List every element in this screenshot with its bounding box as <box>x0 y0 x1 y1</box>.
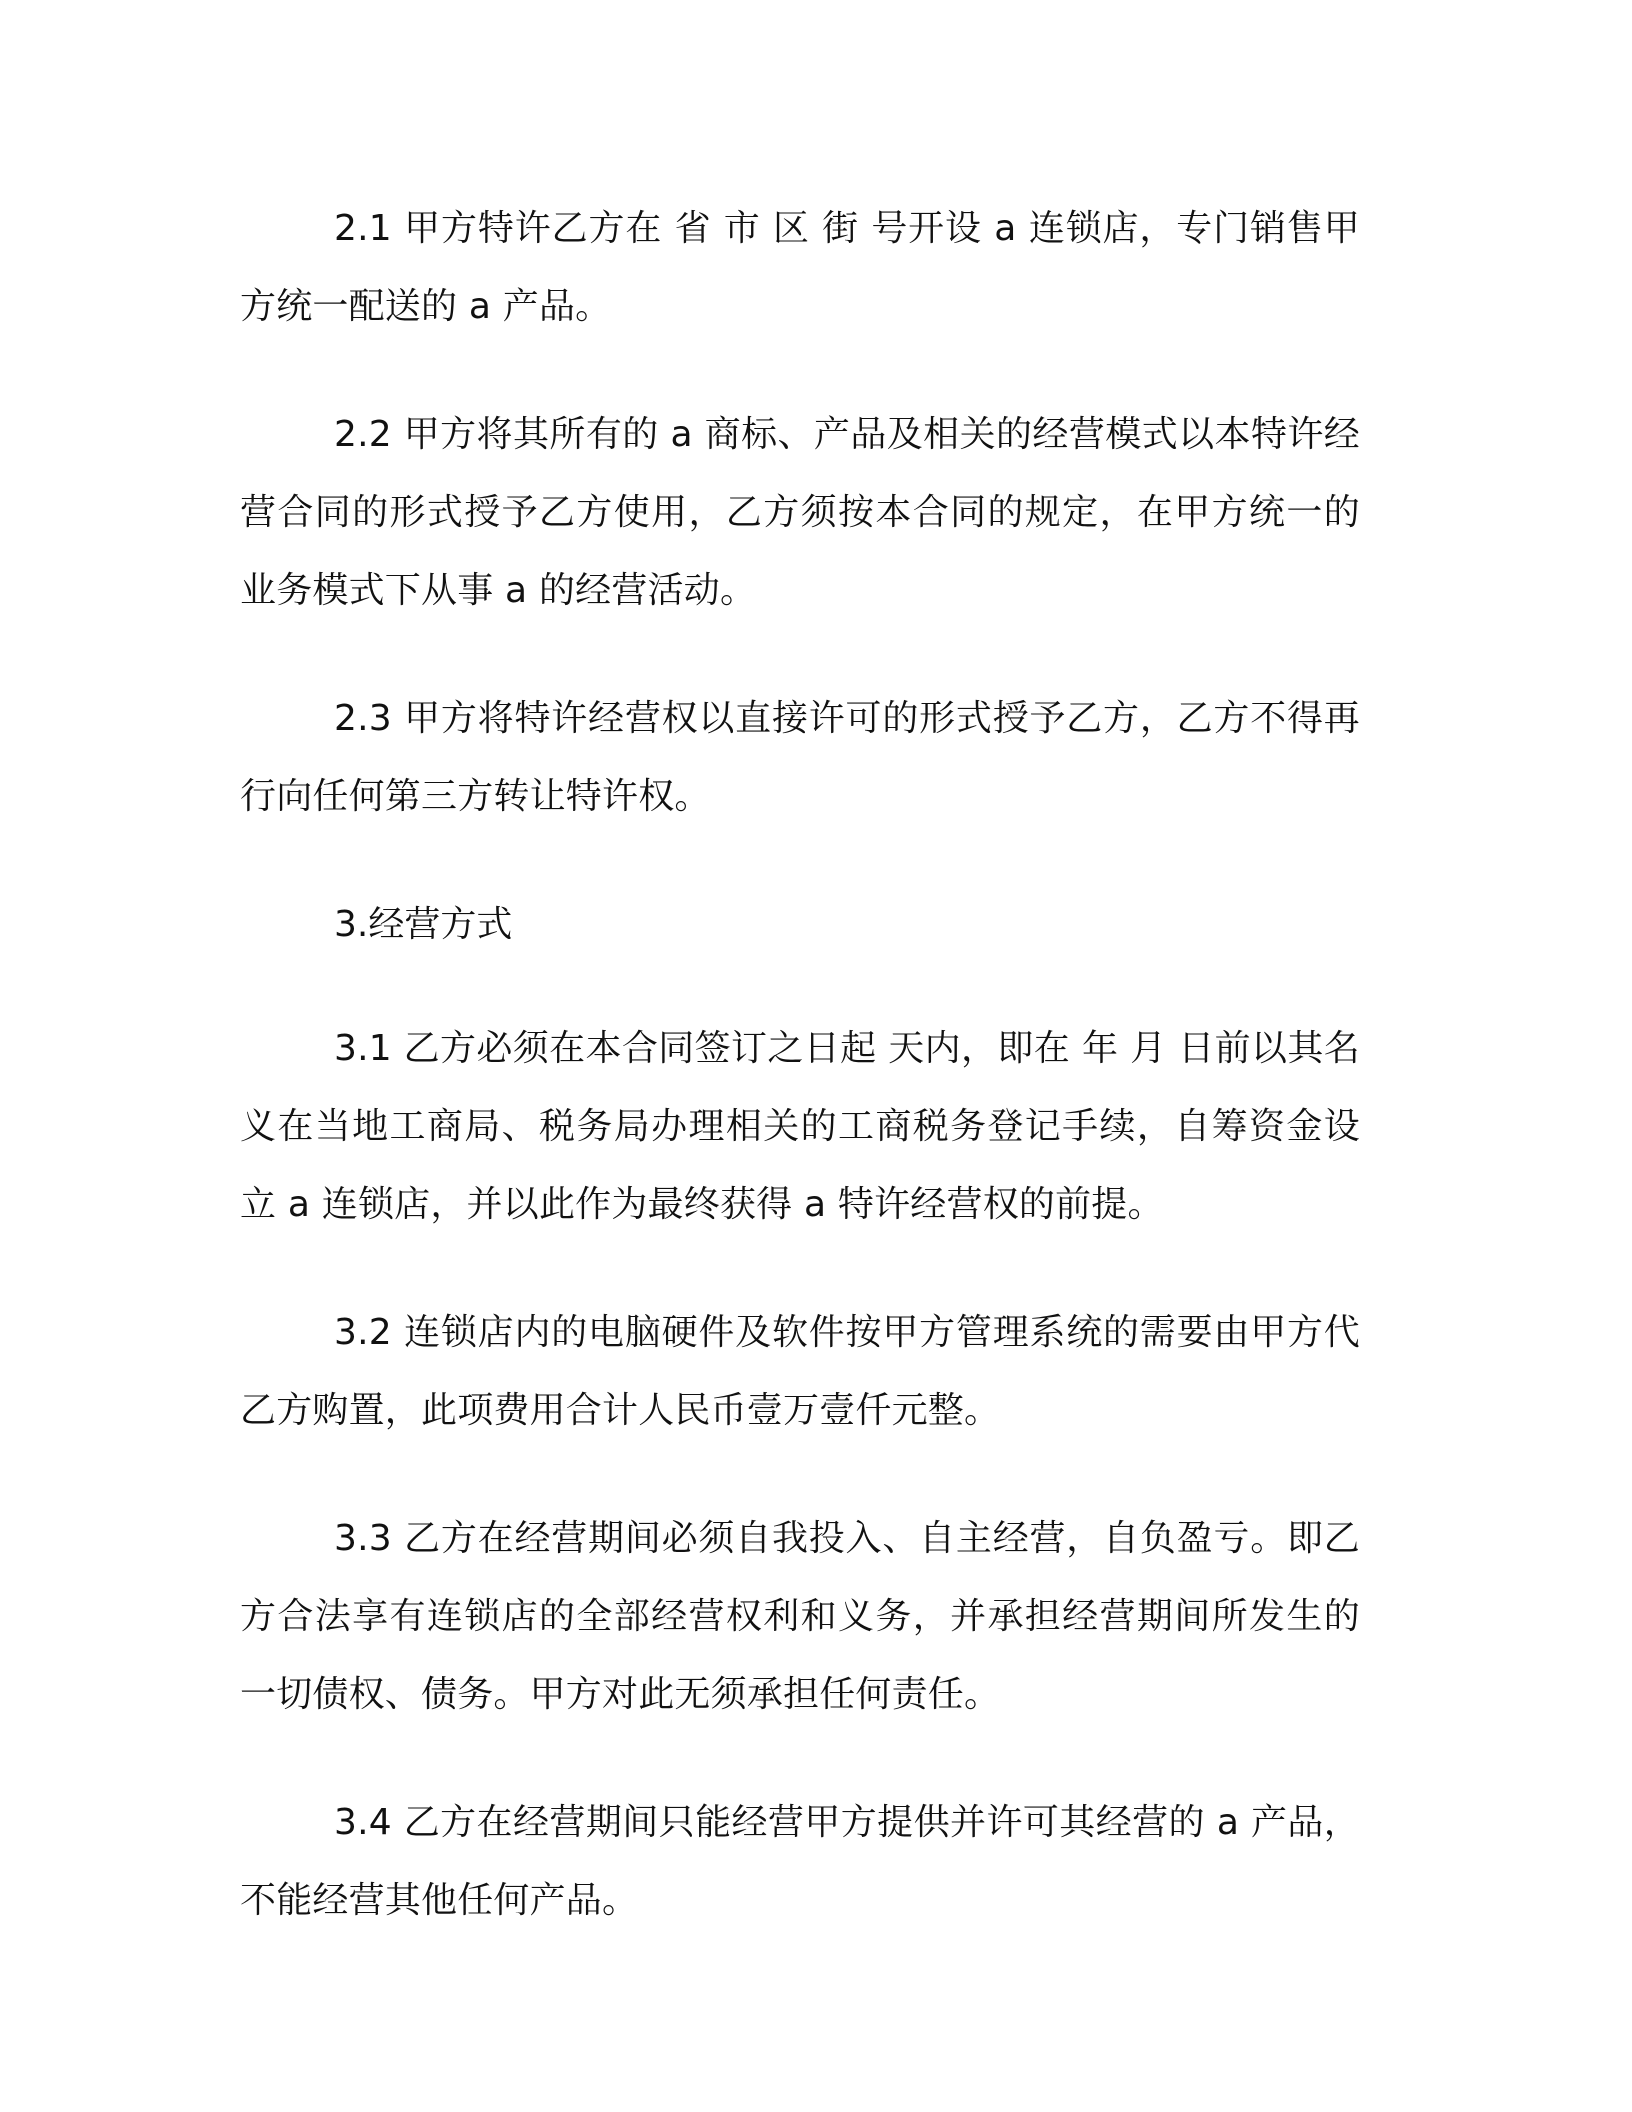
document-body <box>240 190 1360 1990</box>
clause-2-2: 2.2 甲方将其所有的 a 商标、产品及相关的经营模式以本特许经营合同的形式授予乙方使用，乙方须按本合同的规定，在甲方统一的业务模式下从事 a 的经营活动。 <box>240 414 1360 611</box>
clause-2-3: 2.3 甲方将特许经营权以直接许可的形式授予乙方，乙方不得再行向任何第三方转让特许权。 <box>240 698 1360 817</box>
section-3-heading: 3.经营方式 <box>334 904 513 945</box>
clause-2-1: 2.1 甲方特许乙方在 省 市 区 街 号开设 a 连锁店，专门销售甲方统一配送的 a 产品。 <box>240 208 1360 327</box>
clause-3-4: 3.4 乙方在经营期间只能经营甲方提供并许可其经营的 a 产品，不能经营其他任何产品。 <box>240 1802 1360 1921</box>
clause-3-3: 3.3 乙方在经营期间必须自我投入、自主经营，自负盈亏。即乙方合法享有连锁店的全部经营权利和义务，并承担经营期间所发生的一切债权、债务。甲方对此无须承担任何责任。 <box>240 1518 1360 1715</box>
clause-3-2: 3.2 连锁店内的电脑硬件及软件按甲方管理系统的需要由甲方代乙方购置，此项费用合计人民币壹万壹仟元整。 <box>240 1312 1360 1431</box>
clause-3-1: 3.1 乙方必须在本合同签订之日起 天内，即在 年 月 日前以其名义在当地工商局、税务局办理相关的工商税务登记手续，自筹资金设立 a 连锁店，并以此作为最终获得 a 特许经营权的前提。 <box>240 1028 1360 1225</box>
